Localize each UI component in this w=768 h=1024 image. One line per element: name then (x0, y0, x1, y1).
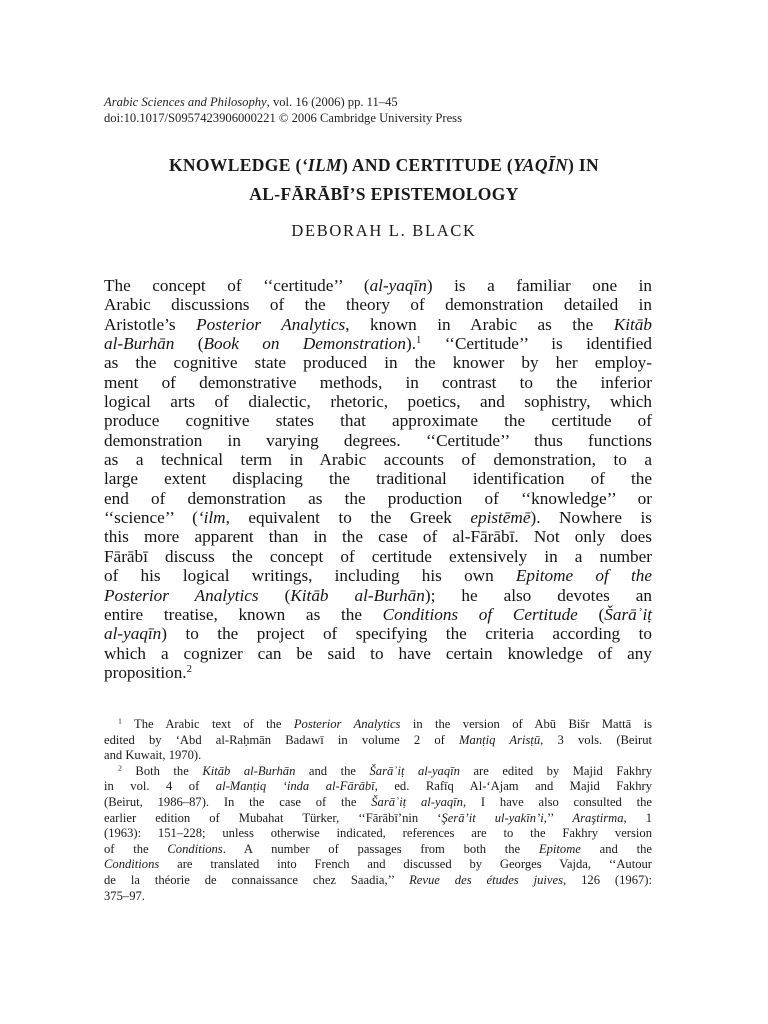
body-text: ). (406, 334, 417, 354)
body-line: large extent displacing the traditional identification of the (104, 469, 652, 489)
body-italic: al-yaqīn (369, 276, 427, 295)
title-text: ) IN (567, 155, 600, 175)
body-text: Aristotle’s (104, 314, 197, 334)
footnote-italic: Conditions (167, 841, 223, 856)
footnote-mark: 1 (118, 716, 122, 726)
author-name: DEBORAH L. BLACK (291, 221, 477, 240)
footnote-text: edited by ‘Abd al-Raḥmān Badawī in volume 2 of (104, 732, 460, 747)
body-line: logical arts of dialectic, rhetoric, poetics, and sophistry, which (104, 392, 652, 412)
article-title (104, 151, 664, 209)
footnote-line (104, 733, 652, 749)
footnote-line: (1963): 151–228; unless otherwise indicated, references are to the Fakhry version (104, 826, 652, 841)
body-text: ( (577, 604, 605, 624)
body-text: ‘‘science’’ ( (104, 508, 198, 528)
body-italic: Šarāʾiṭ (604, 604, 652, 624)
footnote-text: The Arabic text of the (121, 717, 294, 731)
footnote-italic: Araştirma (572, 810, 624, 825)
footnote-line (104, 811, 652, 827)
body-line: this more apparent than in the case of al-Fārābī. Not only does (104, 527, 652, 547)
body-italic: Kitāb al-Burhān (290, 585, 425, 605)
body-text: ); he also devotes an (424, 585, 652, 605)
footnote-text: are translated into French and discussed by Georges Vajda, ‘‘Autour (159, 857, 652, 872)
footnote-text: , 126 (1967): (563, 872, 652, 887)
footnote-italic: al-Manṭiq ‘inda al-Fārābī (215, 779, 375, 794)
footnote-text: earlier edition of Mubahat Türker, ‘‘Fārābī’nin ‘ (104, 810, 442, 825)
body-italic: Conditions of Certitude (382, 604, 578, 624)
footnote-text: , 1 (623, 810, 652, 825)
footnote-text: de la théorie de connaissance chez Saadia,’’ (104, 872, 410, 887)
footnote-text: , I have also consulted the (462, 794, 653, 809)
body-text: proposition. (104, 662, 187, 682)
footnote-mark: 2 (118, 763, 122, 773)
body-line: as the cognitive state produced in the knower by her employ- (104, 353, 652, 373)
footnote-line (104, 857, 652, 873)
footnote-ref-2[interactable]: 2 (186, 664, 192, 676)
footnote-text: . A number of passages from both the (222, 841, 539, 856)
title-text: KNOWLEDGE ( (168, 155, 302, 175)
footnote-line (104, 779, 652, 795)
body-text: ‘‘Certitude’’ is identified (421, 334, 652, 354)
journal-header (104, 94, 664, 126)
footnote-italic: Šarāʾiṭ al-yaqīn (369, 763, 460, 778)
body-line (104, 508, 652, 527)
body-line (104, 566, 652, 585)
footnote-text: and the (580, 841, 652, 856)
footnote-italic: Şerā’it ul-yakīn’i (441, 810, 544, 825)
body-line (104, 663, 652, 682)
footnote-2 (104, 764, 652, 780)
body-line (104, 276, 652, 295)
footnote-italic: Šarāʾiṭ al-yaqīn (371, 794, 463, 809)
body-text: ( (174, 334, 204, 354)
body-text: ( (258, 585, 291, 605)
body-italic: Posterior Analytics (104, 585, 259, 605)
body-line: Arabic discussions of the theory of demonstration detailed in (104, 295, 652, 315)
footnote-italic: Epitome (538, 841, 581, 856)
body-italic: ‘ilm (197, 508, 226, 528)
footnote-line (104, 842, 652, 858)
footnote-1 (104, 717, 652, 733)
doi-line: doi:10.1017/S0957423906000221 © 2006 Cambridge University Press (104, 111, 462, 125)
body-text: The concept of ‘‘certitude’’ ( (104, 276, 370, 295)
citation-line (104, 94, 664, 110)
body-italic: al-Burhān (104, 334, 175, 354)
footnote-text: (Beirut, 1986–87). In the case of the (104, 794, 372, 809)
body-line (104, 586, 652, 605)
title-line-2: AL-FĀRĀBĪ’S EPISTEMOLOGY (249, 184, 519, 204)
body-line: Fārābī discuss the concept of certitude extensively in a number (104, 546, 652, 566)
footnote-text: ,’’ (543, 810, 573, 825)
footnote-text: , ed. Rafīq Al-‘Ajam and Majid Fakhry (374, 779, 652, 794)
body-italic: epistēmē (470, 508, 531, 528)
footnote-line (104, 795, 652, 811)
body-line (104, 334, 652, 353)
body-italic: Epitome of the (515, 566, 652, 586)
body-italic: Posterior Analytics (196, 314, 346, 334)
body-italic: Kitāb (613, 314, 652, 334)
body-line: end of demonstration as the production of ‘‘knowledge’’ or (104, 488, 652, 508)
footnote-line: and Kuwait, 1970). (104, 748, 202, 763)
body-italic: Book on Demonstration (203, 334, 406, 354)
footnote-text: Both the (121, 763, 203, 778)
footnote-line (104, 873, 652, 889)
footnote-text: and the (295, 763, 370, 778)
body-line: which a cognizer can be said to have certain knowledge of any (104, 643, 652, 663)
footnote-text: in vol. 4 of (104, 779, 216, 794)
body-text: of his logical writings, including his own (104, 566, 516, 586)
footnote-text: of the (104, 841, 168, 856)
body-text: ) is a familiar one in (426, 276, 652, 295)
title-line-1 (104, 151, 664, 180)
body-text: , equivalent to the Greek (225, 508, 471, 528)
body-line: ment of demonstrative methods, in contrast to the inferior (104, 372, 652, 392)
footnote-ref-1[interactable]: 1 (416, 335, 422, 347)
body-line (104, 605, 652, 624)
footnote-text: in the version of Abū Bišr Mattā is (400, 717, 652, 731)
body-text: ) to the project of specifying the criteria according to (161, 624, 652, 644)
body-line: demonstration in varying degrees. ‘‘Certitude’’ thus functions (104, 430, 652, 450)
footnote-italic: Kitāb al-Burhān (202, 763, 296, 778)
footnote-italic: Manṭiq Arisṭū (459, 732, 541, 747)
footnote-italic: Revue des études juives (409, 872, 564, 887)
body-line (104, 315, 652, 334)
footnote-text: , 3 vols. (Beirut (540, 732, 652, 747)
body-text: , known in Arabic as the (345, 314, 614, 334)
body-paragraph (104, 276, 652, 682)
footnote-italic: Posterior Analytics (293, 717, 401, 731)
volume-pages: , vol. 16 (2006) pp. 11–45 (266, 95, 398, 109)
footnote-text: are edited by Majid Fakhry (459, 763, 653, 778)
body-line (104, 624, 652, 643)
footnote-italic: Conditions (104, 857, 160, 872)
title-term-ilm: ‘ILM (301, 155, 342, 175)
footnote-line: 375–97. (104, 888, 145, 903)
title-text: ) AND CERTITUDE ( (341, 155, 514, 175)
body-text: entire treatise, known as the (104, 604, 383, 624)
journal-name: Arabic Sciences and Philosophy (104, 95, 267, 109)
title-term-yaqin: YAQĪN (513, 155, 568, 175)
body-line: as a technical term in Arabic accounts of demonstration, to a (104, 450, 652, 470)
body-italic: al-yaqīn (104, 624, 162, 644)
body-text: ). Nowhere is (530, 508, 652, 528)
body-line: produce cognitive states that approximate the certitude of (104, 411, 652, 431)
footnotes (104, 717, 652, 904)
